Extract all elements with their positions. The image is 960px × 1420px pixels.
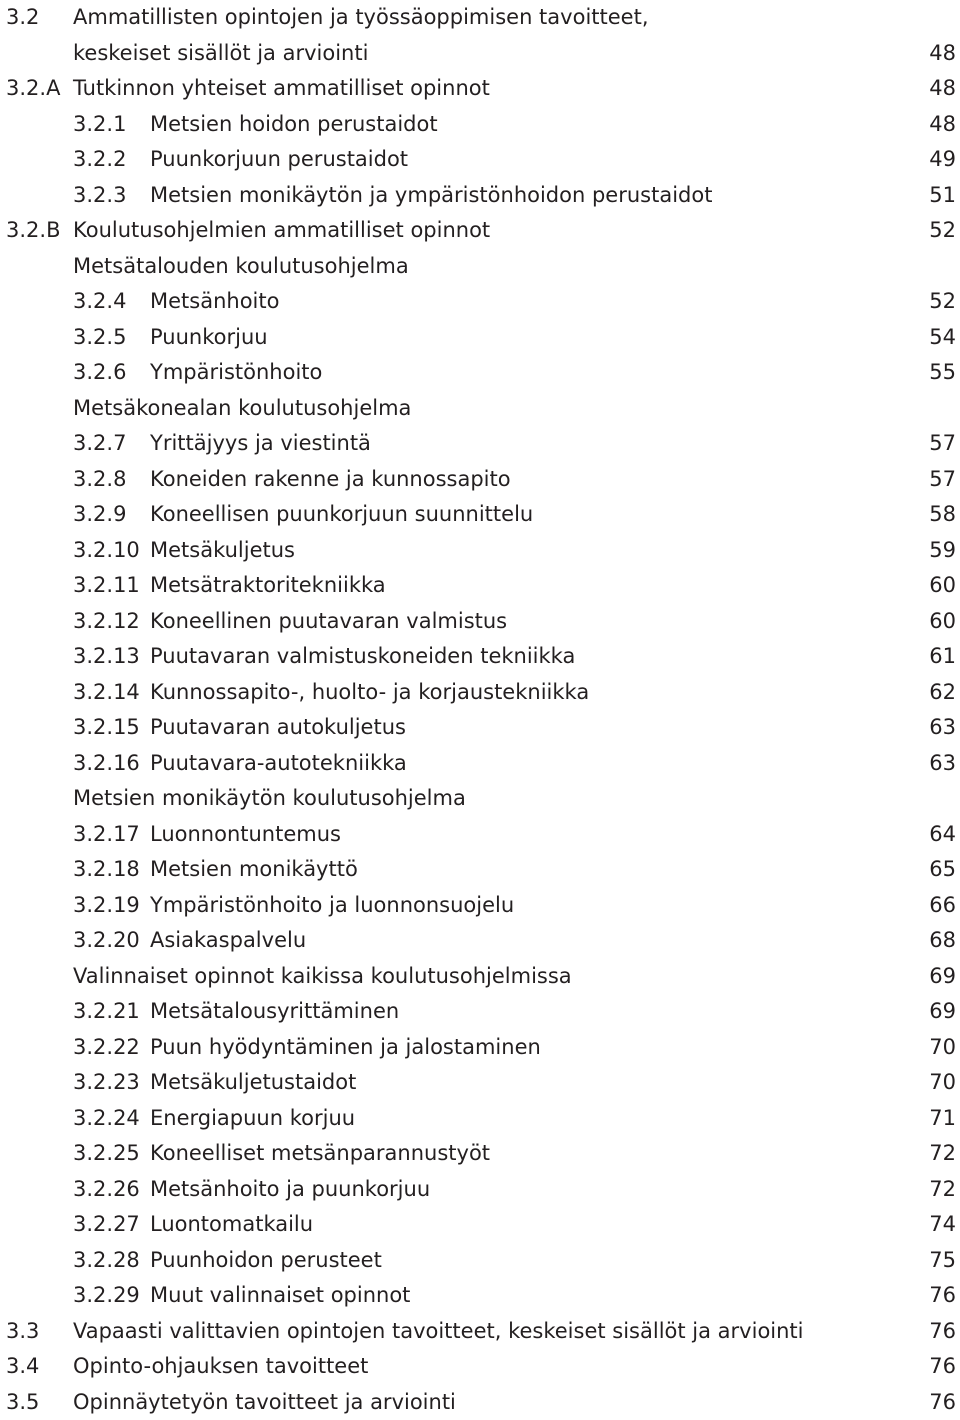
toc-entry — [0, 142, 960, 178]
toc-entry — [0, 746, 960, 782]
toc-entry-title: Metsien monikäyttö — [150, 852, 358, 888]
toc-entry-number: 3.2.21 — [73, 994, 140, 1030]
toc-entry — [0, 710, 960, 746]
toc-entry-title: Metsänhoito ja puunkorjuu — [150, 1172, 430, 1208]
toc-entry-title: Koneellinen puutavaran valmistus — [150, 604, 507, 640]
toc-entry-page: 70 — [929, 1030, 956, 1066]
toc-entry-number: 3.2.1 — [73, 107, 126, 143]
toc-entry — [0, 1136, 960, 1172]
toc-entry-page: 76 — [929, 1385, 956, 1420]
toc-entry-title: Metsätraktoritekniikka — [150, 568, 386, 604]
toc-entry-page: 72 — [929, 1136, 956, 1172]
toc-entry-title: Valinnaiset opinnot kaikissa koulutusohjelmissa — [73, 959, 572, 995]
toc-entry-page: 49 — [929, 142, 956, 178]
toc-entry-number: 3.2 — [6, 0, 39, 36]
toc-entry-title: Metsien monikäytön koulutusohjelma — [73, 781, 466, 817]
toc-entry-page: 57 — [929, 426, 956, 462]
toc-entry — [0, 462, 960, 498]
toc-entry-number: 3.2.29 — [73, 1278, 140, 1314]
toc-entry-title: Metsien monikäytön ja ympäristönhoidon perustaidot — [150, 178, 712, 214]
toc-entry — [0, 1207, 960, 1243]
toc-entry-number: 3.2.19 — [73, 888, 140, 924]
toc-entry — [0, 355, 960, 391]
toc-entry-title: Puutavara-autotekniikka — [150, 746, 407, 782]
toc-entry-number: 3.2.16 — [73, 746, 140, 782]
toc-entry-title: Ammatillisten opintojen ja työssäoppimisen tavoitteet, — [73, 0, 649, 36]
toc-entry-title: Opinto-ohjauksen tavoitteet — [73, 1349, 368, 1385]
toc-entry-page: 63 — [929, 710, 956, 746]
toc-entry-page: 71 — [929, 1101, 956, 1137]
toc-entry-title: Koneellisen puunkorjuun suunnittelu — [150, 497, 533, 533]
toc-entry-number: 3.4 — [6, 1349, 39, 1385]
toc-entry — [0, 1349, 960, 1385]
toc-entry-page: 52 — [929, 213, 956, 249]
toc-entry — [0, 959, 960, 995]
toc-entry-number: 3.2.5 — [73, 320, 126, 356]
toc-entry-number: 3.2.A — [6, 71, 60, 107]
toc-entry-title: Puunhoidon perusteet — [150, 1243, 382, 1279]
toc-entry — [0, 1243, 960, 1279]
toc-entry — [0, 781, 960, 817]
toc-entry-title: Metsäkuljetustaidot — [150, 1065, 356, 1101]
toc-entry-title: Luontomatkailu — [150, 1207, 313, 1243]
toc-entry-title: Puun hyödyntäminen ja jalostaminen — [150, 1030, 541, 1066]
toc-entry — [0, 639, 960, 675]
toc-entry-number: 3.2.3 — [73, 178, 126, 214]
toc-entry-number: 3.2.24 — [73, 1101, 140, 1137]
toc-entry-title: Ympäristönhoito — [150, 355, 322, 391]
toc-entry — [0, 568, 960, 604]
toc-entry-title: Koneelliset metsänparannustyöt — [150, 1136, 490, 1172]
toc-entry-number: 3.2.9 — [73, 497, 126, 533]
toc-entry-page: 52 — [929, 284, 956, 320]
toc-entry-number: 3.3 — [6, 1314, 39, 1350]
toc-entry — [0, 71, 960, 107]
toc-entry-title: Energiapuun korjuu — [150, 1101, 355, 1137]
toc-entry — [0, 888, 960, 924]
toc-entry — [0, 107, 960, 143]
toc-entry-number: 3.2.13 — [73, 639, 140, 675]
toc-entry-page: 51 — [929, 178, 956, 214]
toc-entry-number: 3.2.27 — [73, 1207, 140, 1243]
toc-entry-number: 3.2.2 — [73, 142, 126, 178]
toc-entry-title: Koulutusohjelmien ammatilliset opinnot — [73, 213, 490, 249]
toc-entry-page: 58 — [929, 497, 956, 533]
toc-entry — [0, 675, 960, 711]
toc-entry-title: Metsäkonealan koulutusohjelma — [73, 391, 411, 427]
toc-entry — [0, 178, 960, 214]
toc-entry-number: 3.2.23 — [73, 1065, 140, 1101]
toc-entry-title: Tutkinnon yhteiset ammatilliset opinnot — [73, 71, 490, 107]
toc-entry-title: Puutavaran autokuljetus — [150, 710, 406, 746]
toc-entry-title: Muut valinnaiset opinnot — [150, 1278, 410, 1314]
toc-entry-number: 3.2.10 — [73, 533, 140, 569]
toc-entry — [0, 497, 960, 533]
toc-entry-number: 3.2.8 — [73, 462, 126, 498]
toc-entry — [0, 994, 960, 1030]
toc-entry-page: 76 — [929, 1349, 956, 1385]
toc-entry-title: Yrittäjyys ja viestintä — [150, 426, 371, 462]
toc-entry-page: 48 — [929, 36, 956, 72]
toc-entry-page: 59 — [929, 533, 956, 569]
toc-entry — [0, 426, 960, 462]
toc-entry-page: 48 — [929, 107, 956, 143]
toc-entry-number: 3.2.4 — [73, 284, 126, 320]
toc-entry — [0, 1172, 960, 1208]
toc-entry-number: 3.2.22 — [73, 1030, 140, 1066]
toc-entry-title: Metsien hoidon perustaidot — [150, 107, 438, 143]
toc-entry-page: 69 — [929, 994, 956, 1030]
toc-entry-page: 64 — [929, 817, 956, 853]
toc-entry-title: keskeiset sisällöt ja arviointi — [73, 36, 368, 72]
toc-entry-number: 3.2.26 — [73, 1172, 140, 1208]
toc-entry-title: Puutavaran valmistuskoneiden tekniikka — [150, 639, 575, 675]
toc-entry-title: Kunnossapito-, huolto- ja korjaustekniikka — [150, 675, 589, 711]
toc-entry-page: 57 — [929, 462, 956, 498]
toc-entry — [0, 1101, 960, 1137]
toc-entry — [0, 249, 960, 285]
toc-entry-page: 62 — [929, 675, 956, 711]
toc-entry-page: 65 — [929, 852, 956, 888]
toc-entry-number: 3.2.B — [6, 213, 60, 249]
toc-entry — [0, 533, 960, 569]
toc-entry-number: 3.2.14 — [73, 675, 140, 711]
toc-entry-number: 3.2.15 — [73, 710, 140, 746]
toc-entry-page: 55 — [929, 355, 956, 391]
toc-entry-number: 3.2.17 — [73, 817, 140, 853]
toc-entry — [0, 320, 960, 356]
toc-entry-number: 3.2.18 — [73, 852, 140, 888]
toc-entry — [0, 213, 960, 249]
toc-entry — [0, 604, 960, 640]
toc-entry-number: 3.2.25 — [73, 1136, 140, 1172]
toc-entry-page: 70 — [929, 1065, 956, 1101]
toc-entry — [0, 852, 960, 888]
toc-entry — [0, 1065, 960, 1101]
toc-entry-title: Metsätalousyrittäminen — [150, 994, 399, 1030]
toc-entry — [0, 0, 960, 36]
toc-entry-title: Koneiden rakenne ja kunnossapito — [150, 462, 511, 498]
toc-entry-page: 72 — [929, 1172, 956, 1208]
toc-entry-number: 3.2.11 — [73, 568, 140, 604]
toc-entry-title: Asiakaspalvelu — [150, 923, 306, 959]
toc-entry — [0, 1385, 960, 1420]
toc-entry — [0, 36, 960, 72]
toc-entry-title: Vapaasti valittavien opintojen tavoitteet, keskeiset sisällöt ja arviointi — [73, 1314, 804, 1350]
toc-entry-page: 74 — [929, 1207, 956, 1243]
toc-entry-page: 54 — [929, 320, 956, 356]
toc-entry-number: 3.5 — [6, 1385, 39, 1420]
toc-entry-title: Ympäristönhoito ja luonnonsuojelu — [150, 888, 514, 924]
toc-entry-number: 3.2.6 — [73, 355, 126, 391]
toc-entry-page: 60 — [929, 568, 956, 604]
toc-entry — [0, 923, 960, 959]
toc-entry-page: 60 — [929, 604, 956, 640]
toc-entry-page: 48 — [929, 71, 956, 107]
toc-entry-page: 66 — [929, 888, 956, 924]
toc-entry-page: 76 — [929, 1278, 956, 1314]
toc-entry-page: 76 — [929, 1314, 956, 1350]
toc-entry-title: Luonnontuntemus — [150, 817, 341, 853]
toc-entry — [0, 1278, 960, 1314]
toc-entry — [0, 1030, 960, 1066]
toc-entry — [0, 1314, 960, 1350]
toc-entry — [0, 391, 960, 427]
toc-entry-page: 63 — [929, 746, 956, 782]
toc-entry — [0, 284, 960, 320]
toc-entry-title: Puunkorjuun perustaidot — [150, 142, 408, 178]
toc-entry-number: 3.2.7 — [73, 426, 126, 462]
toc-entry-title: Puunkorjuu — [150, 320, 268, 356]
toc-entry-title: Opinnäytetyön tavoitteet ja arviointi — [73, 1385, 456, 1420]
toc-entry-page: 69 — [929, 959, 956, 995]
toc-entry — [0, 817, 960, 853]
toc-entry-page: 75 — [929, 1243, 956, 1279]
toc-entry-title: Metsätalouden koulutusohjelma — [73, 249, 409, 285]
toc-entry-number: 3.2.20 — [73, 923, 140, 959]
toc-entry-number: 3.2.28 — [73, 1243, 140, 1279]
toc-entry-page: 61 — [929, 639, 956, 675]
toc-entry-page: 68 — [929, 923, 956, 959]
toc-entry-title: Metsänhoito — [150, 284, 279, 320]
toc-entry-number: 3.2.12 — [73, 604, 140, 640]
toc-entry-title: Metsäkuljetus — [150, 533, 295, 569]
